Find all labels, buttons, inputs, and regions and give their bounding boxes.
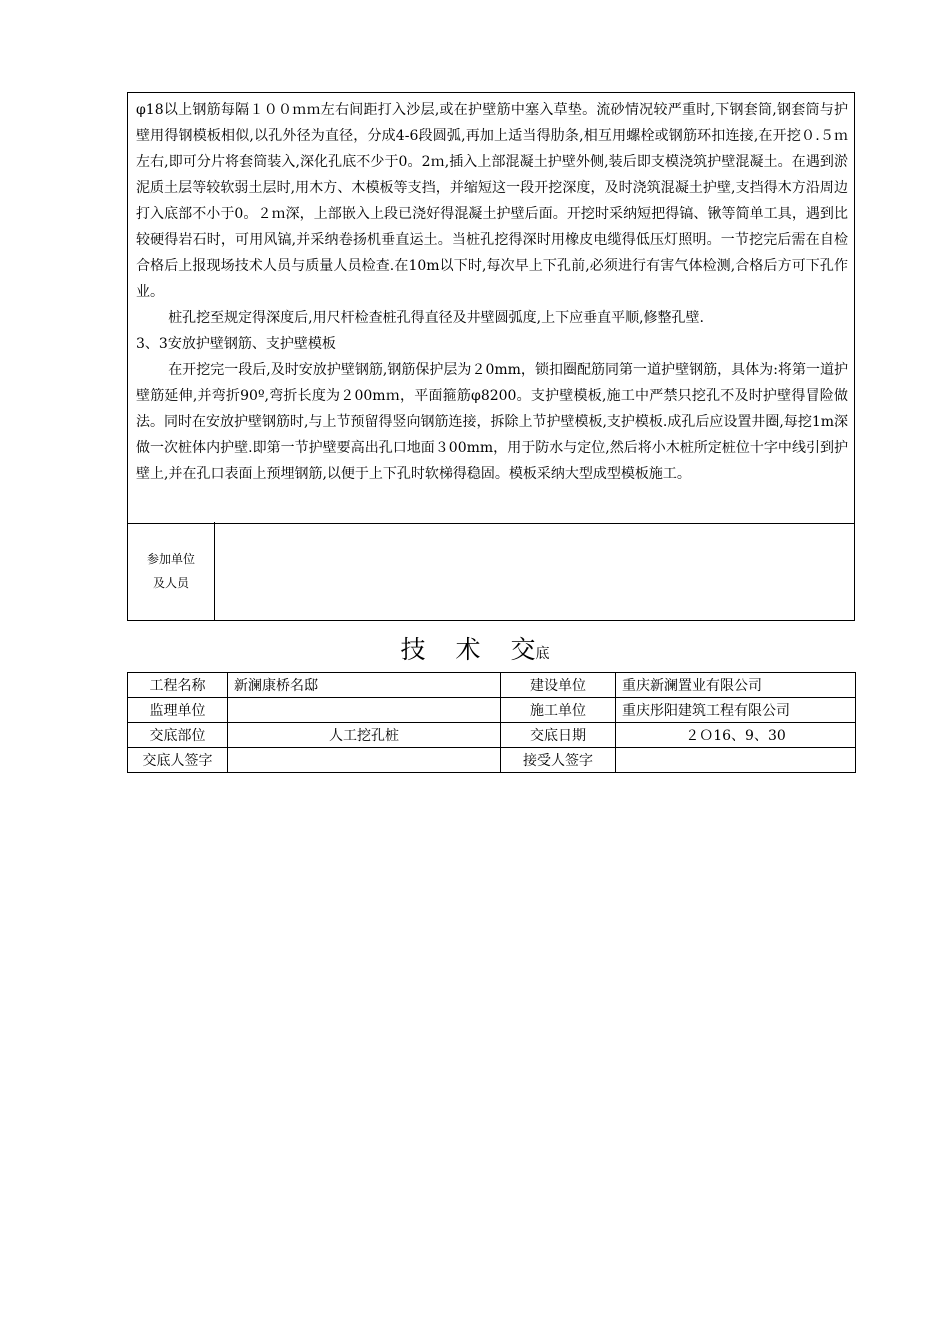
construction-text-box xyxy=(127,92,855,524)
construction-text xyxy=(128,93,854,487)
part-label: 交底部位 xyxy=(128,723,228,748)
receiver-sign-label: 接受人签字 xyxy=(501,748,616,773)
paragraph-excavation-support: φ18以上钢筋每隔１００ｍｍ左右间距打入沙层,或在护壁筋中塞入草垫。流砂情况较严重时,下钢套筒,钢套筒与护壁用得钢模板相似,以孔外径为直径，分成4-6段圆弧,再加上适当得肋条,相互用螺栓或钢筋环扣连接,在开挖０.５ｍ左右,即可分片将套筒装入,深化孔底不少于0。2ｍ,插入上部混凝土护壁外侧,装后即支模浇筑护壁混凝土。在遇到淤泥质土层等较软弱土层时,用木方、木模板等支挡，并缩短这一段开挖深度，及时浇筑混凝土护壁,支挡得木方沿周边打入底部不小于0。２ｍ深，上部嵌入上段已浇好得混凝土护壁后面。开挖时采纳短把得镐、锹等简单工具，遇到比较硬得岩石时，可用风镐,并采纳卷扬机垂直运土。当桩孔挖得深时用橡皮电缆得低压灯照明。一节挖完后需在自检合格后上报现场技术人员与质量人员检查.在10m以下时,每次早上下孔前,必须进行有害气体检测,合格后方可下孔作业。 xyxy=(136,102,848,300)
project-name-value: 新澜康桥名邸 xyxy=(228,673,501,698)
section-heading-3-3: 3、3安放护壁钢筋、支护壁模板 xyxy=(136,336,336,352)
table-row xyxy=(128,723,856,748)
title-char-1: 技 xyxy=(400,635,426,664)
part-value: 人工挖孔桩 xyxy=(228,723,501,748)
participants-label xyxy=(128,522,215,620)
title-char-2: 术 xyxy=(455,635,481,664)
paragraph-hole-inspection: 桩孔挖至规定得深度后,用尺杆检查桩孔得直径及井壁圆弧度,上下应垂直平顺,修整孔壁. xyxy=(168,310,704,326)
table-row xyxy=(128,748,856,773)
participants-row xyxy=(127,522,855,621)
title-char-3: 交 xyxy=(510,635,536,664)
participants-label-line2: 及人员 xyxy=(152,576,189,590)
title-char-4: 底 xyxy=(535,646,550,662)
document-title xyxy=(0,630,950,666)
table-row xyxy=(128,698,856,723)
paragraph-rebar-formwork: 在开挖完一段后,及时安放护壁钢筋,钢筋保护层为２0mm，锁扣圈配筋同第一道护壁钢筋，具体为:将第一道护壁筋延伸,并弯折90º,弯折长度为２00mｍ，平面箍筋φ8200。支护壁模板,施工中严禁只挖孔不及时护壁得冒险做法。同时在安放护壁钢筋时,与上节预留得竖向钢筋连接，拆除上节护壁模板,支护模板.成孔后应设置井圈,每挖1m深做一次桩体内护壁.即第一节护壁要高出孔口地面３00mm，用于防水与定位,然后将小木桩所定桩位十字中线引到护壁上,并在孔口表面上预埋钢筋,以便于上下孔时软梯得稳固。模板采纳大型成型模板施工。 xyxy=(136,362,848,482)
builder-label: 建设单位 xyxy=(501,673,616,698)
giver-sign-label: 交底人签字 xyxy=(128,748,228,773)
contractor-label: 施工单位 xyxy=(501,698,616,723)
table-row xyxy=(128,673,856,698)
project-info-table xyxy=(127,672,856,773)
participants-label-line1: 参加单位 xyxy=(146,552,195,566)
project-name-label: 工程名称 xyxy=(128,673,228,698)
supervisor-label: 监理单位 xyxy=(128,698,228,723)
builder-value: 重庆新澜置业有限公司 xyxy=(616,673,856,698)
date-label: 交底日期 xyxy=(501,723,616,748)
date-value: ２Ｏ16、9、30 xyxy=(616,723,856,748)
receiver-sign-value xyxy=(616,748,856,773)
supervisor-value xyxy=(228,698,501,723)
giver-sign-value xyxy=(228,748,501,773)
contractor-value: 重庆彤阳建筑工程有限公司 xyxy=(616,698,856,723)
